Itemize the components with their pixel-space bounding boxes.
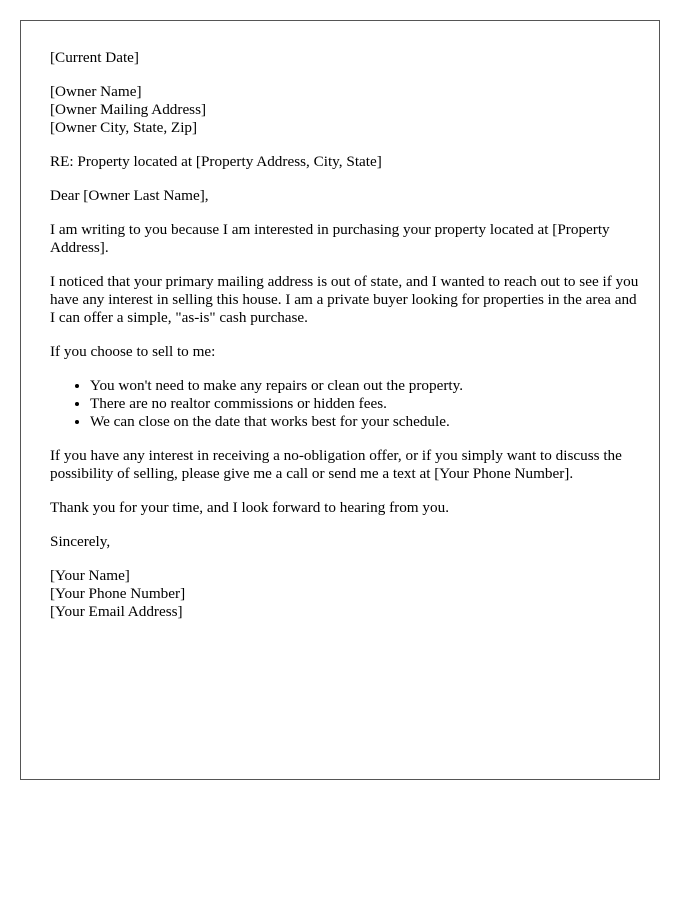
list-item: • There are no realtor commissions or hidden fees.: [90, 395, 640, 413]
salutation: Dear [Owner Last Name],: [50, 187, 209, 204]
recipient-name: [Owner Name]: [50, 83, 142, 100]
body-paragraph-intro: I am writing to you because I am interested in purchasing your property located at [Property Address].: [50, 221, 610, 256]
subject-line: RE: Property located at [Property Address, City, State]: [50, 153, 382, 170]
signature-phone: [Your Phone Number]: [50, 585, 186, 602]
recipient-city-state-zip: [Owner City, State, Zip]: [50, 119, 198, 136]
benefits-list: [50, 377, 640, 431]
list-item: • We can close on the date that works best for your schedule.: [90, 413, 640, 431]
list-item: • You won't need to make any repairs or clean out the property.: [90, 377, 640, 395]
letter-page: [20, 20, 660, 780]
body-paragraph-reason: I noticed that your primary mailing address is out of state, and I wanted to reach out to see if you have any interest in selling this house. I am a private buyer looking for properties in the area and I can offer a simple, "as-is" cash purchase.: [50, 273, 639, 326]
recipient-address: [Owner Mailing Address]: [50, 101, 207, 118]
signature-name: [Your Name]: [50, 567, 130, 584]
signature-email: [Your Email Address]: [50, 603, 183, 620]
letter-date: [Current Date]: [50, 49, 139, 66]
body-paragraph-thanks: Thank you for your time, and I look forward to hearing from you.: [50, 499, 449, 516]
signature-block: [50, 567, 640, 621]
letter-body: [50, 49, 640, 637]
body-paragraph-offer: If you have any interest in receiving a no-obligation offer, or if you simply want to discuss the possibility of selling, please give me a call or send me a text at [Your Phone Number].: [50, 447, 622, 482]
signoff: Sincerely,: [50, 533, 111, 550]
recipient-block: [50, 83, 640, 137]
body-paragraph-list-intro: If you choose to sell to me:: [50, 343, 216, 360]
